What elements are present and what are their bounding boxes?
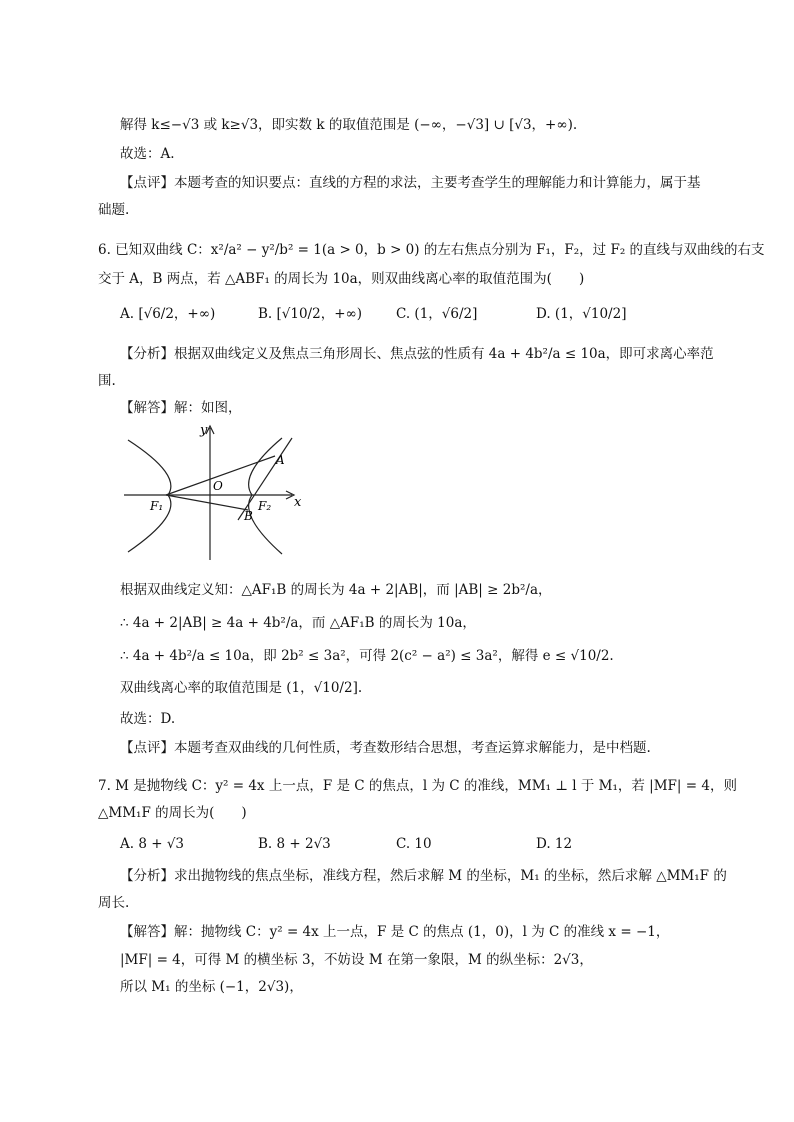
q6-answer: 故选：D. [120, 711, 176, 727]
q6-solution-line4: 双曲线离心率的取值范围是 (1，√10/2]. [120, 680, 363, 696]
q7-analysis-line2: 周长. [98, 895, 130, 911]
point-b-label: B [244, 509, 253, 523]
q7-option-b: B. 8 + 2√3 [258, 836, 331, 852]
q7-option-a: A. 8 + √3 [120, 836, 185, 852]
prev-comment-line2: 础题. [98, 202, 130, 218]
q6-stem-line2: 交于 A，B 两点，若 △ABF₁ 的周长为 10a，则双曲线离心率的取值范围为( ) [98, 271, 585, 287]
q7-stem-line2: △MM₁F 的周长为( ) [98, 805, 247, 821]
q7-option-d: D. 12 [536, 836, 573, 852]
q7-analysis-line1: 【分析】求出抛物线的焦点坐标，准线方程，然后求解 M 的坐标，M₁ 的坐标，然后求解 △MM₁F 的 [120, 868, 727, 884]
hyperbola-figure [120, 420, 310, 565]
focus-f1-label: F₁ [150, 499, 164, 513]
q7-solution-line2: |MF| = 4，可得 M 的横坐标 3，不妨设 M 在第一象限，M 的纵坐标：2√3， [120, 952, 593, 968]
q6-option-d: D. (1，√10/2] [536, 306, 627, 322]
origin-label: O [213, 479, 223, 493]
hyperbola-left-branch [128, 440, 171, 552]
q6-solution-head: 【解答】解：如图， [120, 400, 242, 416]
q7-stem-line1: 7. M 是抛物线 C：y² = 4x 上一点，F 是 C 的焦点，l 为 C 的准线，MM₁ ⊥ l 于 M₁，若 |MF| = 4，则 [98, 778, 737, 794]
q6-option-b: B. [√10/2，+∞) [258, 306, 363, 322]
x-label: x [294, 495, 302, 510]
prev-answer: 故选：A. [120, 146, 175, 162]
focus-f2-label: F₂ [258, 499, 272, 513]
q6-analysis-line1: 【分析】根据双曲线定义及焦点三角形周长、焦点弦的性质有 4a + 4b²/a ≤ 10a，即可求离心率范 [120, 346, 714, 362]
q6-analysis-line2: 围. [98, 373, 116, 389]
q6-option-c: C. (1，√6/2] [396, 306, 478, 322]
q6-solution-line2: ∴ 4a + 2|AB| ≥ 4a + 4b²/a，而 △AF₁B 的周长为 10a， [120, 615, 476, 631]
prev-comment-line1: 【点评】本题考查的知识要点：直线的方程的求法，主要考查学生的理解能力和计算能力，属于基 [120, 175, 701, 191]
q6-comment: 【点评】本题考查双曲线的几何性质，考查数形结合思想，考查运算求解能力，是中档题. [120, 740, 651, 756]
q6-stem-line1: 6. 已知双曲线 C：x²/a² − y²/b² = 1(a > 0，b > 0) 的左右焦点分别为 F₁，F₂，过 F₂ 的直线与双曲线的右支 [98, 242, 765, 258]
q7-option-c: C. 10 [396, 836, 432, 852]
point-a-label: A [276, 453, 285, 467]
y-label: y [200, 423, 208, 438]
q6-solution-line1: 根据双曲线定义知：△AF₁B 的周长为 4a + 2|AB|，而 |AB| ≥ 2b²/a， [120, 582, 552, 598]
q6-option-a: A. [√6/2，+∞) [120, 306, 216, 322]
q7-solution-line1: 【解答】解：抛物线 C：y² = 4x 上一点，F 是 C 的焦点 (1，0)，l 为 C 的准线 x = −1， [120, 924, 670, 940]
q6-solution-line3: ∴ 4a + 4b²/a ≤ 10a，即 2b² ≤ 3a²，可得 2(c² − a²) ≤ 3a²，解得 e ≤ √10/2. [120, 648, 614, 664]
q7-solution-line3: 所以 M₁ 的坐标 (−1，2√3)， [120, 979, 303, 995]
prev-solve-line: 解得 k≤−√3 或 k≥√3，即实数 k 的取值范围是 (−∞，−√3] ∪ [√3，+∞). [120, 117, 578, 133]
segment-f1-b [166, 495, 248, 510]
